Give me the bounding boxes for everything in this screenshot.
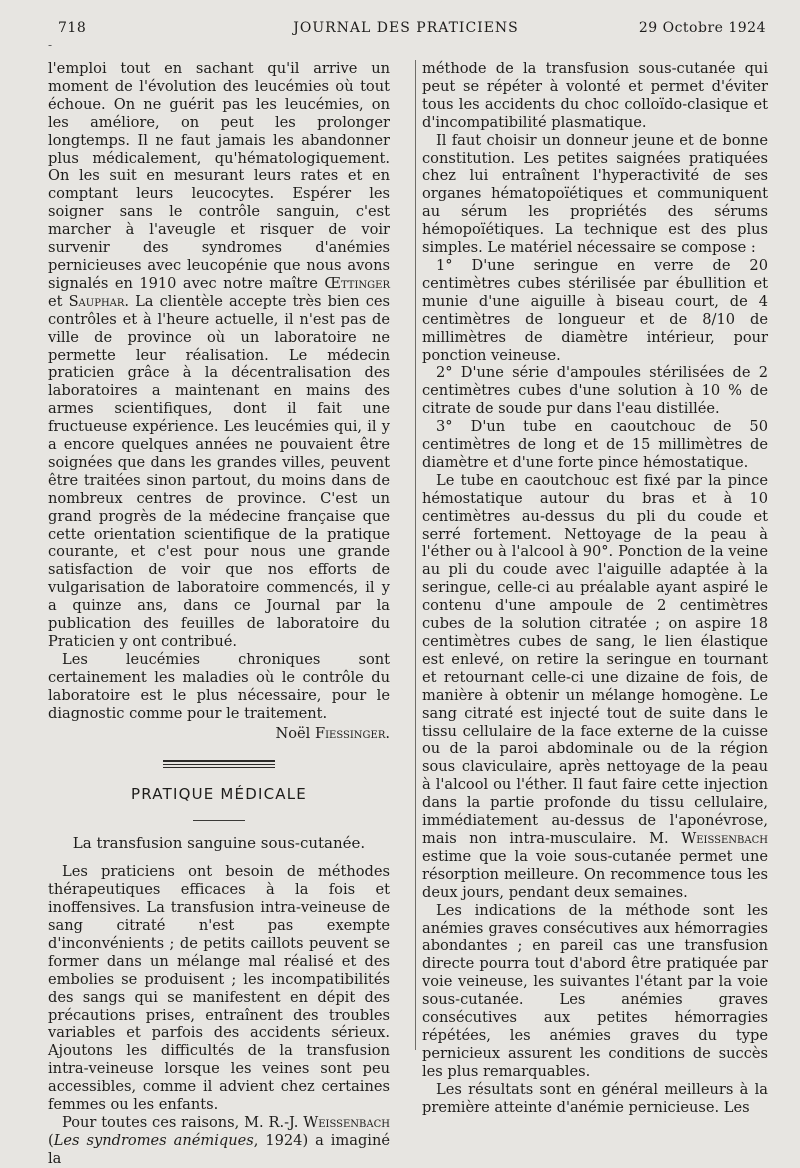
left-column bbox=[48, 60, 390, 1168]
page-number: 718 bbox=[58, 20, 87, 36]
margin-mark: - bbox=[48, 38, 53, 52]
running-header bbox=[46, 20, 766, 42]
signature-period: . bbox=[385, 724, 390, 742]
column-divider bbox=[415, 60, 416, 1050]
signature-last-name: Fiessinger bbox=[314, 724, 386, 742]
section-separator bbox=[163, 760, 275, 768]
text-run: . La clientèle accepte très bien ces contrôles et à l'heure actuelle, il n'est pas de ville de province où un laboratoire ne permette leur réalisation. Le médecin praticien grâce à la décentralisation des laboratoires a maintenant en mains des armes scientifiques, dont il fait une fructueuse expérience. Les leucémies qui, il y a encore quelques années ne pouvaient être soignées que dans les grandes villes, peuvent être traitées sinon partout, du moins dans de nombreux centres de province. C'est un grand progrès de la médecine française que cette orientation scientifique de la pratique courante, et c'est pour nous une grande satisfaction de voir que nos efforts de vulgarisation de laboratoire commencés, il y a quinze ans, dans ce Journal par la publication des feuilles de laboratoire du Praticien y ont contribué. bbox=[48, 292, 390, 650]
paragraph-indications: Les indications de la méthode sont les anémies graves consécutives aux hémorragies abondantes ; en pareil cas une transfusion directe pourra tout d'abord être pratiquée par voie veineuse, les suivantes l'étant par la voie sous-cutanée. Les anémies graves consécutives aux petites hémorragies répétées, les anémies graves du type pernicieux assurent les conditions de succès les plus remarquables. bbox=[422, 901, 768, 1080]
paragraph-results: Les résultats sont en général meilleurs à la première atteinte d'anémie pernicieuse. Les bbox=[422, 1080, 768, 1116]
issue-date: 29 Octobre 1924 bbox=[638, 20, 766, 36]
paragraph-procedure bbox=[422, 472, 768, 902]
author-name-oettinger: Œttinger bbox=[324, 274, 390, 292]
article-title: La transfusion sanguine sous-cutanée. bbox=[72, 834, 366, 853]
text-run: Pour toutes ces raisons, M. R.-J. bbox=[62, 1113, 304, 1131]
text-run: ( bbox=[48, 1131, 54, 1149]
paragraph-donor: Il faut choisir un donneur jeune et de bonne constitution. Les petites saignées pratiquées chez lui entraînent l'hyperactivité de ses organes hématopoïétiques et communiquent au sérum les propriétés des sérums hémopoïétiques. La technique est des plus simples. Le matériel nécessaire se compose : bbox=[422, 131, 768, 257]
title-rule bbox=[193, 820, 245, 821]
author-name-sauphar: Sauphar bbox=[68, 292, 125, 310]
paragraph-weissenbach bbox=[48, 1114, 390, 1168]
list-item-ampoules: 2° D'une série d'ampoules stérilisées de 2 centimètres cubes d'une solution à 10 % de citrate de soude pur dans l'eau distillée. bbox=[422, 364, 768, 418]
paragraph-leukemia-control bbox=[48, 60, 390, 651]
author-name-weissenbach: Weissenbach bbox=[303, 1113, 390, 1131]
text-run: et bbox=[48, 292, 69, 310]
paragraph-method: méthode de la transfusion sous-cutanée qui peut se répéter à volonté et permet d'éviter tous les accidents du choc colloïdo-clasique et d'incompatibilité plasmatique. bbox=[422, 60, 768, 131]
article-signature bbox=[48, 725, 390, 743]
author-name-weissenbach: Weissenbach bbox=[681, 829, 768, 847]
list-item-tube: 3° D'un tube en caoutchouc de 50 centimètres de long et de 15 millimètres de diamètre et d'une forte pince hémostatique. bbox=[422, 418, 768, 471]
text-run: estime que la voie sous-cutanée permet une résorption meilleure. On recommence tous les deux jours, pendant deux semaines. bbox=[422, 847, 768, 901]
text-run: l'emploi tout en sachant qu'il arrive un moment de l'évolution des leucémies où tout échoue. On ne guérit pas les leucémies, on les améliore, on peut les prolonger longtemps. Il ne faut jamais les abandonner plus médicalement, qu'hématologiquement. On les suit en mesurant leurs rates et en comptant leurs leucocytes. Espérer les soigner sans le contrôle sanguin, c'est marcher à l'aveugle et risquer de voir survenir des syndromes d'anémies pernicieuses avec leucopénie que nous avons signalés en 1910 avec notre maître bbox=[48, 60, 390, 292]
section-title: PRATIQUE MÉDICALE bbox=[131, 785, 307, 804]
list-item-syringe: 1° D'une seringue en verre de 20 centimètres cubes stérilisée par ébullition et munie d'une aiguille à biseau court, de 4 centimètres de longueur et de 8/10 de millimètres de diamètre intérieur, pour ponction veineuse. bbox=[422, 256, 768, 364]
text-run: Le tube en caoutchouc est fixé par la pince hémostatique autour du bras et à 10 centimètres au-dessus du pli du coude et serré fortement. Nettoyage de la peau à l'éther ou à l'alcool à 90°. Ponction de la veine au pli du coude avec l'aiguille adaptée à la seringue, celle-ci au préalable ayant aspiré le contenu d'une ampoule de 2 centimètres cubes de la solution citratée ; on aspire 18 centimètres cubes de sang, le lien élastique est enlevé, on retire la seringue en tournant et retournant celle-ci une dizaine de fois, de manière à obtenir un mélange homogène. Le sang citraté est injecté tout de suite dans le tissu cellulaire de la face externe de la cuisse ou de la paroi abdominale ou de la région sous claviculaire, après nettoyage de la peau à l'alcool ou l'éther. Il faut faire cette injection dans la partie profonde du tissu cellulaire, immédiatement au-dessus de l'aponévrose, mais non intra-musculaire. M. bbox=[422, 471, 768, 847]
book-title: Les syndromes anémiques bbox=[53, 1131, 254, 1149]
text-run: , 1924) a imaginé la bbox=[48, 1131, 391, 1167]
paragraph-intro-transfusion: Les praticiens ont besoin de méthodes thérapeutiques efficaces à la fois et inoffensives. La transfusion intra-veineuse de sang citraté n'est pas exempte d'inconvénients ; de petits caillots peuvent se former dans un mélange mal réalisé et des embolies se produisent ; les incompatibilités des sangs qui se manifestent en dépit des précautions prises, entraînent des troubles variables et parfois des accidents sérieux. Ajoutons les difficultés de la transfusion intra-veineuse lorsque les veines sont peu accessibles, comme il advient chez certaines femmes ou les enfants. bbox=[48, 863, 390, 1114]
right-column bbox=[422, 60, 768, 1116]
signature-first-name: Noël bbox=[275, 724, 315, 742]
paragraph-chronic-leukemia: Les leucémies chroniques sont certainement les maladies où le contrôle du laboratoire est le plus nécessaire, pour le diagnostic comme pour le traitement. bbox=[48, 650, 390, 722]
journal-title: JOURNAL DES PRATICIENS bbox=[293, 20, 519, 36]
